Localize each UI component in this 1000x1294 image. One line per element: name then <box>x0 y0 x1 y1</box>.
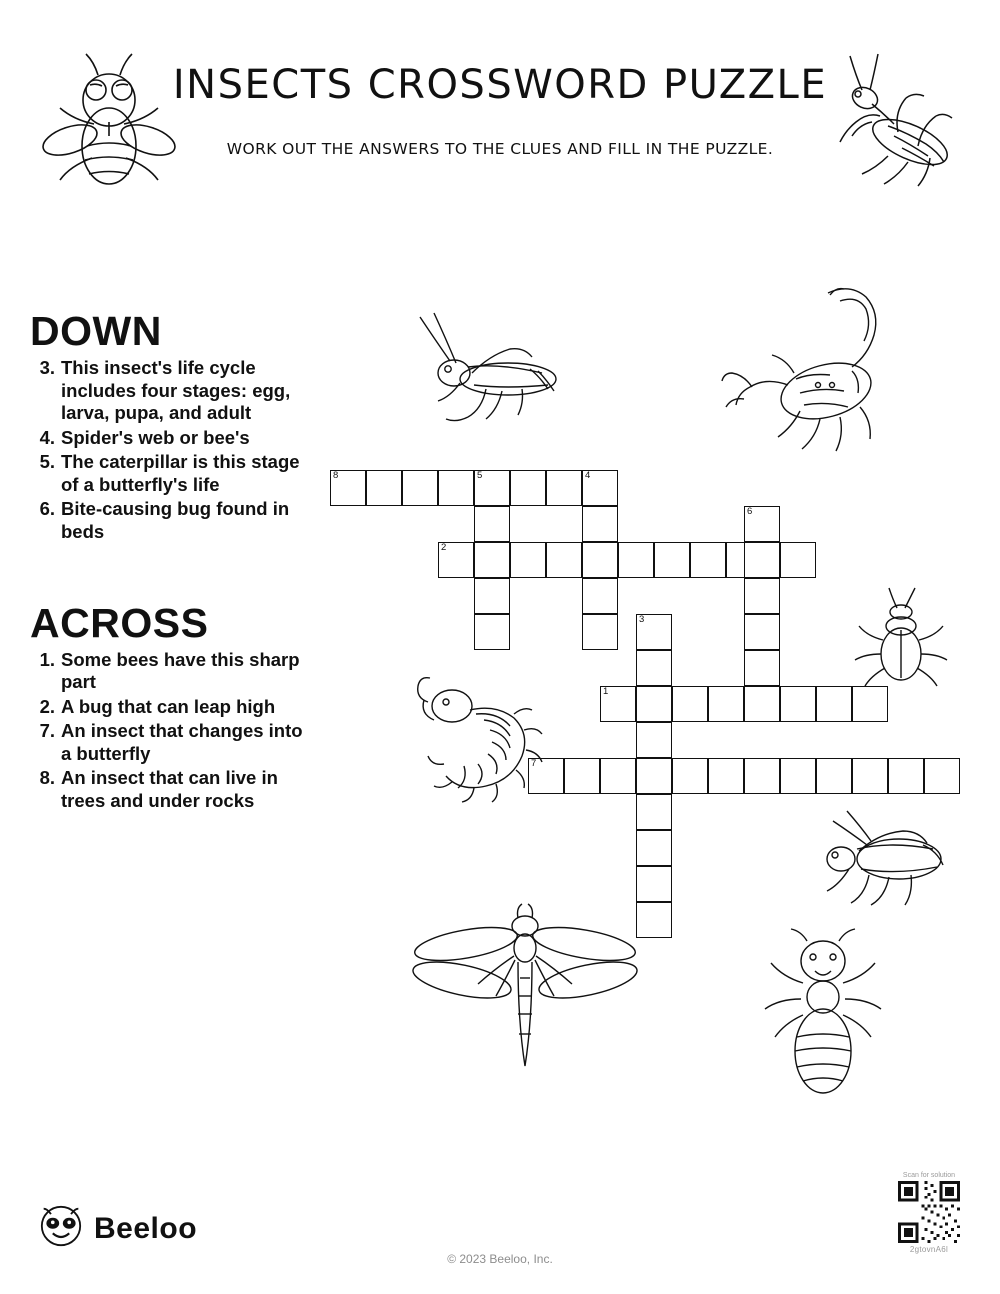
fly-icon <box>34 28 184 193</box>
crossword-cell[interactable] <box>438 470 474 506</box>
footer-logo <box>40 1205 197 1252</box>
crossword-cell[interactable] <box>474 542 510 578</box>
scorpion-icon <box>700 275 900 490</box>
list-item <box>30 696 310 719</box>
crossword-cell[interactable] <box>600 686 636 722</box>
crossword-cell[interactable] <box>852 686 888 722</box>
across-clue-list <box>30 649 310 813</box>
clue-number: 5. <box>39 451 55 473</box>
crossword-cell[interactable] <box>474 578 510 614</box>
crossword-cell[interactable] <box>708 758 744 794</box>
crossword-cell[interactable] <box>618 542 654 578</box>
crossword-cell[interactable] <box>744 578 780 614</box>
cell-number: 2 <box>441 542 447 553</box>
clue-text: Bite-causing bug found in beds <box>61 498 290 542</box>
crossword-cell[interactable] <box>708 686 744 722</box>
cell-number: 5 <box>477 470 483 481</box>
crossword-cell[interactable] <box>654 542 690 578</box>
crossword-cell[interactable] <box>744 758 780 794</box>
cell-number: 7 <box>531 758 537 769</box>
clue-text: An insect that changes into a butterfly <box>61 720 303 764</box>
list-item <box>30 767 310 812</box>
crossword-cell[interactable] <box>636 830 672 866</box>
crossword-cell[interactable] <box>816 758 852 794</box>
qr-id: 2gtovnA6l <box>909 1245 949 1254</box>
list-item <box>30 649 310 694</box>
crossword-cell[interactable] <box>744 542 780 578</box>
qr-block <box>893 1172 965 1254</box>
crossword-cell[interactable] <box>564 758 600 794</box>
dragonfly-icon <box>400 900 650 1080</box>
crossword-cell[interactable] <box>672 758 708 794</box>
crossword-cell[interactable] <box>852 758 888 794</box>
clue-number: 7. <box>39 720 55 742</box>
crossword-cell[interactable] <box>672 686 708 722</box>
cricket-icon <box>805 805 965 915</box>
clue-number: 3. <box>39 357 55 379</box>
qr-caption: Scan for solution <box>902 1172 956 1179</box>
clue-text: Spider's web or bee's <box>61 426 250 448</box>
crossword-cell[interactable] <box>402 470 438 506</box>
page-subtitle: WORK OUT THE ANSWERS TO THE CLUES AND FILL IN THE PUZZLE. <box>226 140 774 158</box>
crossword-cell[interactable] <box>474 614 510 650</box>
beetle-icon <box>845 578 955 688</box>
crossword-cell[interactable] <box>582 506 618 542</box>
cell-number: 6 <box>747 506 753 517</box>
crossword-cell[interactable] <box>330 470 366 506</box>
list-item <box>30 720 310 765</box>
crossword-cell[interactable] <box>888 758 924 794</box>
crossword-cell[interactable] <box>780 686 816 722</box>
clue-number: 8. <box>39 767 55 789</box>
down-clue-list <box>30 357 310 544</box>
page-title: INSECTS CROSSWORD PUZZLE <box>172 62 828 108</box>
crossword-cell[interactable] <box>924 758 960 794</box>
crossword-cell[interactable] <box>582 614 618 650</box>
crossword-cell[interactable] <box>744 614 780 650</box>
crossword-cell[interactable] <box>690 542 726 578</box>
clues-column <box>30 310 310 815</box>
crossword-cell[interactable] <box>636 650 672 686</box>
page-header <box>0 0 1000 215</box>
list-item <box>30 427 310 450</box>
brand-name: Beeloo <box>94 1211 198 1245</box>
list-item <box>30 357 310 425</box>
crossword-cell[interactable] <box>636 866 672 902</box>
clue-number: 2. <box>39 695 55 717</box>
crossword-cell[interactable] <box>780 542 816 578</box>
clue-text: This insect's life cycle includes four stages: egg, larva, pupa, and adult <box>61 357 291 424</box>
crossword-cell[interactable] <box>546 542 582 578</box>
crossword-cell[interactable] <box>582 470 618 506</box>
centipede-icon <box>400 660 560 820</box>
crossword-cell[interactable] <box>366 470 402 506</box>
cell-number: 4 <box>585 470 591 481</box>
clue-text: Some bees have this sharp part <box>61 648 300 693</box>
crossword-cell[interactable] <box>744 506 780 542</box>
across-heading: ACROSS <box>30 599 209 646</box>
crossword-cell[interactable] <box>474 470 510 506</box>
bee-logo-icon <box>40 1205 82 1252</box>
down-heading: DOWN <box>30 308 162 354</box>
clue-number: 4. <box>39 426 55 448</box>
list-item <box>30 451 310 496</box>
crossword-cell[interactable] <box>510 470 546 506</box>
crossword-cell[interactable] <box>636 614 672 650</box>
clue-number: 6. <box>39 498 55 520</box>
crossword-cell[interactable] <box>744 650 780 686</box>
clue-number: 1. <box>39 648 55 670</box>
crossword-cell[interactable] <box>582 578 618 614</box>
qr-code-icon[interactable] <box>898 1181 960 1243</box>
crossword-cell[interactable] <box>636 794 672 830</box>
mantis-icon <box>802 40 962 200</box>
crossword-cell[interactable] <box>474 506 510 542</box>
crossword-cell[interactable] <box>636 686 672 722</box>
crossword-cell[interactable] <box>438 542 474 578</box>
crossword-cell[interactable] <box>582 542 618 578</box>
clue-text: A bug that can leap high <box>61 695 276 717</box>
crossword-cell[interactable] <box>636 722 672 758</box>
clue-text: The caterpillar is this stage of a butterfly's life <box>61 451 300 495</box>
termite-icon <box>745 925 905 1105</box>
cell-number: 3 <box>639 614 645 625</box>
list-item <box>30 498 310 543</box>
clue-text: An insect that can live in trees and under rocks <box>61 767 278 811</box>
crossword-cell[interactable] <box>816 686 852 722</box>
cell-number: 8 <box>333 470 339 481</box>
crossword-cell[interactable] <box>510 542 546 578</box>
crossword-cell[interactable] <box>546 470 582 506</box>
crossword-cell[interactable] <box>636 758 672 794</box>
copyright-text: © 2023 Beeloo, Inc. <box>447 1252 553 1266</box>
crossword-cell[interactable] <box>780 758 816 794</box>
cell-number: 1 <box>603 686 609 697</box>
grasshopper-icon <box>390 305 570 435</box>
crossword-cell[interactable] <box>600 758 636 794</box>
crossword-cell[interactable] <box>744 686 780 722</box>
